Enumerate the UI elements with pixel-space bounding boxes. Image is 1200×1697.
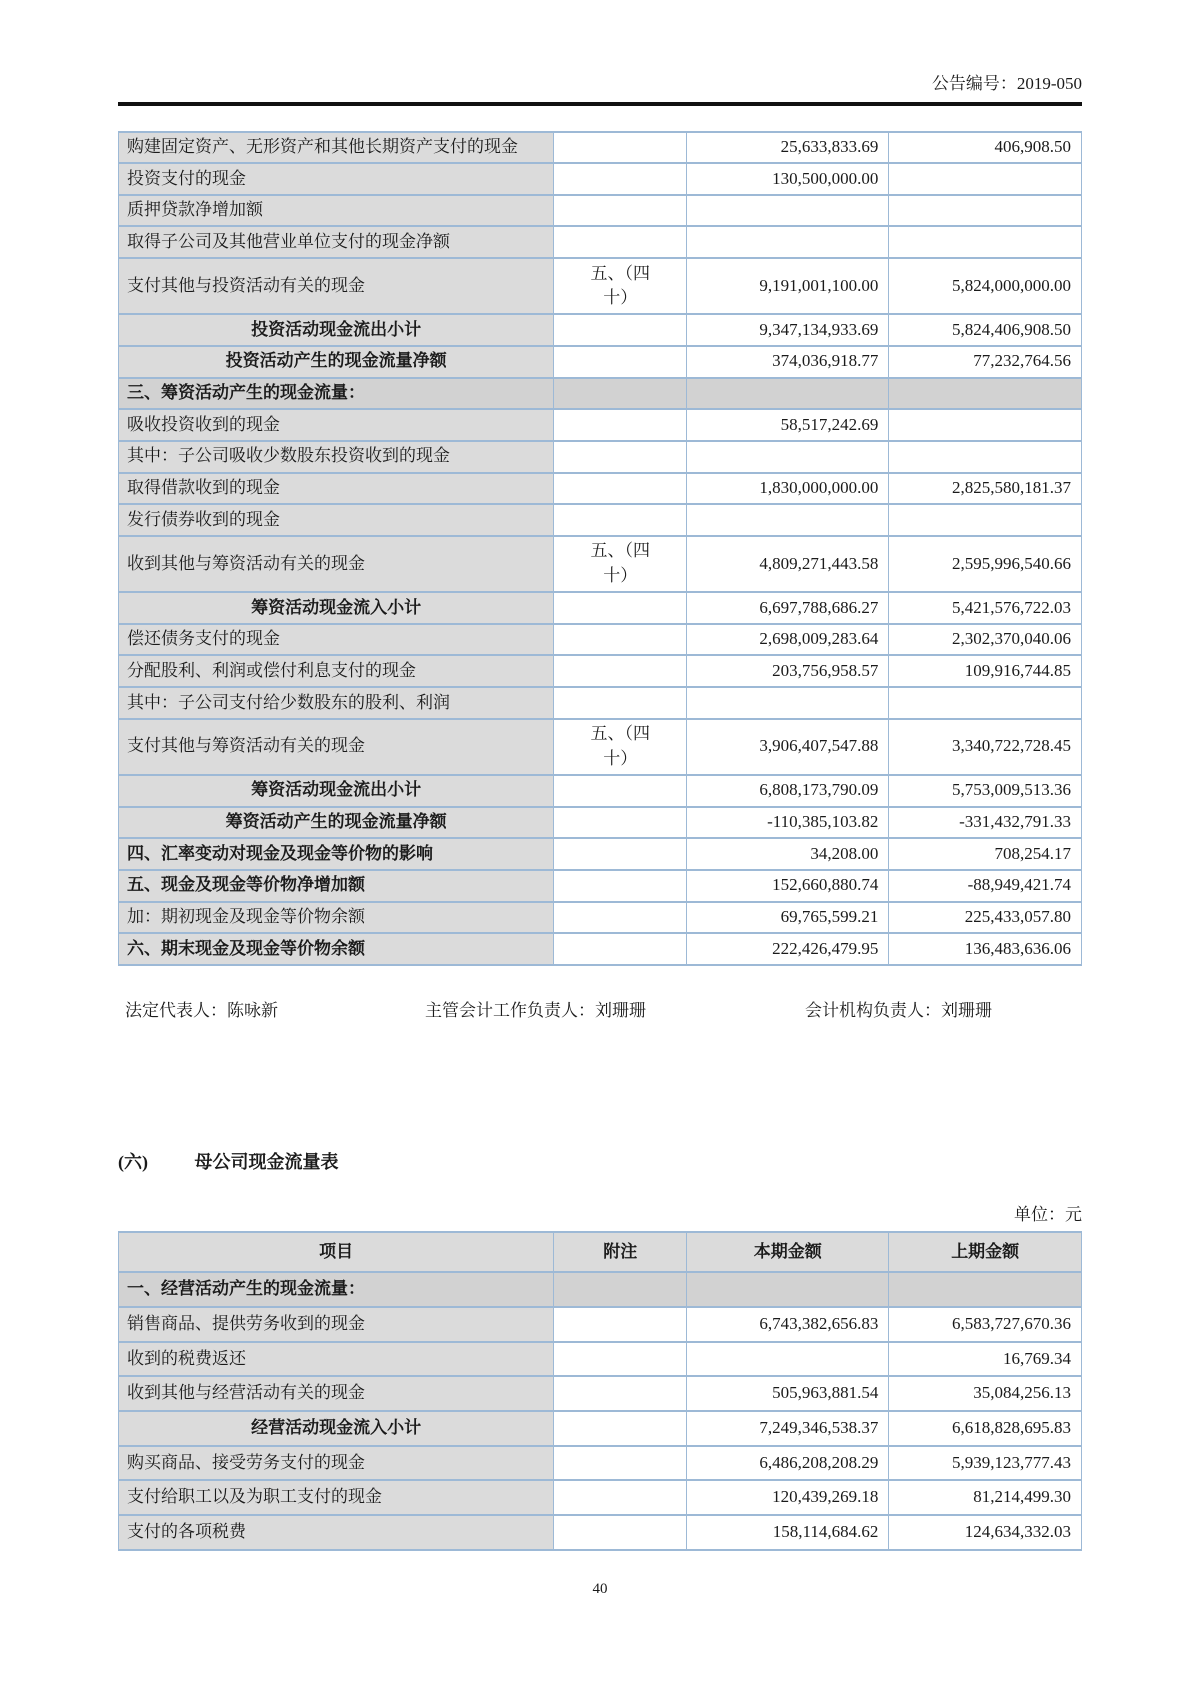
cell-prior xyxy=(889,687,1082,719)
cell-note xyxy=(554,504,687,536)
table-row xyxy=(119,902,1082,934)
section-index: (六) xyxy=(118,1151,148,1172)
table-row xyxy=(119,132,1082,164)
cell-label: 分配股利、利润或偿付利息支付的现金 xyxy=(119,655,554,687)
cell-prior: 81,214,499.30 xyxy=(889,1480,1082,1515)
table-row xyxy=(119,226,1082,258)
cell-prior: 2,302,370,040.06 xyxy=(889,624,1082,656)
table-row xyxy=(119,1342,1082,1377)
cell-label: 收到其他与经营活动有关的现金 xyxy=(119,1376,554,1411)
cell-note xyxy=(554,719,687,775)
cell-label: 取得子公司及其他营业单位支付的现金净额 xyxy=(119,226,554,258)
cell-current: 3,906,407,547.88 xyxy=(687,719,889,775)
cell-current: 120,439,269.18 xyxy=(687,1480,889,1515)
note-text: 五、（四十） xyxy=(590,263,650,308)
cell-prior xyxy=(889,195,1082,227)
cell-label: 取得借款收到的现金 xyxy=(119,473,554,505)
cell-current: 69,765,599.21 xyxy=(687,902,889,934)
table-row xyxy=(119,933,1082,965)
cell-label: 筹资活动现金流入小计 xyxy=(119,592,554,624)
table-row xyxy=(119,838,1082,870)
cell-current: 6,808,173,790.09 xyxy=(687,775,889,807)
cell-prior: 2,595,996,540.66 xyxy=(889,536,1082,592)
cell-prior xyxy=(889,163,1082,195)
cell-current xyxy=(687,378,889,410)
cell-prior: 109,916,744.85 xyxy=(889,655,1082,687)
cell-note xyxy=(554,902,687,934)
header-note: 附注 xyxy=(554,1232,687,1273)
cell-prior: 708,254.17 xyxy=(889,838,1082,870)
cell-note xyxy=(554,1515,687,1550)
cell-current: 4,809,271,443.58 xyxy=(687,536,889,592)
cell-label: 五、现金及现金等价物净增加额 xyxy=(119,870,554,902)
cell-current xyxy=(687,504,889,536)
cell-label: 筹资活动现金流出小计 xyxy=(119,775,554,807)
cell-note xyxy=(554,195,687,227)
cell-prior: 124,634,332.03 xyxy=(889,1515,1082,1550)
cell-current: 34,208.00 xyxy=(687,838,889,870)
cell-label: 一、经营活动产生的现金流量： xyxy=(119,1272,554,1307)
cell-label: 收到的税费返还 xyxy=(119,1342,554,1377)
table-row xyxy=(119,719,1082,775)
table-row xyxy=(119,473,1082,505)
cell-current xyxy=(687,195,889,227)
cell-prior xyxy=(889,409,1082,441)
cell-note xyxy=(554,1307,687,1342)
cell-prior: 5,939,123,777.43 xyxy=(889,1446,1082,1481)
cell-label: 偿还债务支付的现金 xyxy=(119,624,554,656)
cell-note xyxy=(554,933,687,965)
cell-label: 投资活动现金流出小计 xyxy=(119,314,554,346)
cell-label: 投资活动产生的现金流量净额 xyxy=(119,346,554,378)
cell-note xyxy=(554,624,687,656)
cell-prior: 406,908.50 xyxy=(889,132,1082,164)
table-row xyxy=(119,687,1082,719)
cell-label: 支付给职工以及为职工支付的现金 xyxy=(119,1480,554,1515)
table-row xyxy=(119,807,1082,839)
table-row xyxy=(119,870,1082,902)
header-prior-amount: 上期金额 xyxy=(889,1232,1082,1273)
table-row xyxy=(119,1480,1082,1515)
cell-prior: 3,340,722,728.45 xyxy=(889,719,1082,775)
table-row xyxy=(119,1307,1082,1342)
cell-note xyxy=(554,132,687,164)
cell-prior xyxy=(889,226,1082,258)
cell-label: 四、汇率变动对现金及现金等价物的影响 xyxy=(119,838,554,870)
cell-prior xyxy=(889,1272,1082,1307)
parent-company-cashflow-table xyxy=(118,1231,1082,1551)
cell-note xyxy=(554,870,687,902)
header-rule xyxy=(118,102,1082,106)
cell-note xyxy=(554,346,687,378)
cell-label: 支付其他与投资活动有关的现金 xyxy=(119,258,554,314)
cell-prior: 5,421,576,722.03 xyxy=(889,592,1082,624)
table-row xyxy=(119,409,1082,441)
cell-prior: 16,769.34 xyxy=(889,1342,1082,1377)
table-row xyxy=(119,378,1082,410)
cell-note xyxy=(554,1342,687,1377)
cell-label: 发行债券收到的现金 xyxy=(119,504,554,536)
cell-current: 6,743,382,656.83 xyxy=(687,1307,889,1342)
cell-current: 505,963,881.54 xyxy=(687,1376,889,1411)
cell-note xyxy=(554,536,687,592)
cell-note xyxy=(554,409,687,441)
cell-prior: 35,084,256.13 xyxy=(889,1376,1082,1411)
page-number: 40 xyxy=(592,1580,608,1597)
cell-label: 其中：子公司支付给少数股东的股利、利润 xyxy=(119,687,554,719)
cell-note xyxy=(554,258,687,314)
cell-label: 六、期末现金及现金等价物余额 xyxy=(119,933,554,965)
cell-prior: 5,824,000,000.00 xyxy=(889,258,1082,314)
table-row xyxy=(119,195,1082,227)
cell-note xyxy=(554,838,687,870)
cell-note xyxy=(554,1376,687,1411)
cell-prior: 6,618,828,695.83 xyxy=(889,1411,1082,1446)
table-row xyxy=(119,1411,1082,1446)
cell-current xyxy=(687,687,889,719)
cell-prior: 5,753,009,513.36 xyxy=(889,775,1082,807)
table-row xyxy=(119,775,1082,807)
cell-note xyxy=(554,378,687,410)
cell-note xyxy=(554,807,687,839)
cell-prior: 136,483,636.06 xyxy=(889,933,1082,965)
cell-label: 其中：子公司吸收少数股东投资收到的现金 xyxy=(119,441,554,473)
table-row xyxy=(119,346,1082,378)
table-row xyxy=(119,258,1082,314)
cell-note xyxy=(554,687,687,719)
cell-note xyxy=(554,1411,687,1446)
cell-current: 2,698,009,283.64 xyxy=(687,624,889,656)
header-item: 项目 xyxy=(119,1232,554,1273)
cell-note xyxy=(554,473,687,505)
cell-current xyxy=(687,1342,889,1377)
cell-note xyxy=(554,1272,687,1307)
cell-current: 7,249,346,538.37 xyxy=(687,1411,889,1446)
cell-current: 222,426,479.95 xyxy=(687,933,889,965)
cell-prior: 2,825,580,181.37 xyxy=(889,473,1082,505)
cell-prior: -331,432,791.33 xyxy=(889,807,1082,839)
cell-current: 6,697,788,686.27 xyxy=(687,592,889,624)
cell-current: -110,385,103.82 xyxy=(687,807,889,839)
cell-note xyxy=(554,1480,687,1515)
cell-label: 吸收投资收到的现金 xyxy=(119,409,554,441)
cell-current xyxy=(687,1272,889,1307)
cell-current: 9,191,001,100.00 xyxy=(687,258,889,314)
table-row xyxy=(119,1376,1082,1411)
cell-label: 支付其他与筹资活动有关的现金 xyxy=(119,719,554,775)
signature-line xyxy=(118,996,1082,1022)
chief-accountant: 主管会计工作负责人：刘珊珊 xyxy=(425,1000,646,1020)
cell-prior: 77,232,764.56 xyxy=(889,346,1082,378)
cell-label: 投资支付的现金 xyxy=(119,163,554,195)
cell-current: 203,756,958.57 xyxy=(687,655,889,687)
table-row xyxy=(119,163,1082,195)
cell-label: 购买商品、接受劳务支付的现金 xyxy=(119,1446,554,1481)
table-row xyxy=(119,314,1082,346)
cell-label: 购建固定资产、无形资产和其他长期资产支付的现金 xyxy=(119,132,554,164)
cell-prior: 6,583,727,670.36 xyxy=(889,1307,1082,1342)
cell-note xyxy=(554,655,687,687)
cell-note xyxy=(554,441,687,473)
table-row xyxy=(119,1515,1082,1550)
cell-prior: -88,949,421.74 xyxy=(889,870,1082,902)
table-row xyxy=(119,655,1082,687)
cell-prior xyxy=(889,441,1082,473)
consolidated-cashflow-table-continued xyxy=(118,131,1082,966)
cell-label: 收到其他与筹资活动有关的现金 xyxy=(119,536,554,592)
cell-current: 130,500,000.00 xyxy=(687,163,889,195)
table-row xyxy=(119,1446,1082,1481)
cell-current xyxy=(687,226,889,258)
section-name: 母公司现金流量表 xyxy=(194,1151,339,1172)
cell-note xyxy=(554,592,687,624)
cell-note xyxy=(554,314,687,346)
cell-note xyxy=(554,226,687,258)
accounting-dept-head: 会计机构负责人：刘珊珊 xyxy=(805,1000,992,1020)
cell-prior: 225,433,057.80 xyxy=(889,902,1082,934)
table-row xyxy=(119,536,1082,592)
cell-label: 支付的各项税费 xyxy=(119,1515,554,1550)
cell-current: 158,114,684.62 xyxy=(687,1515,889,1550)
cell-prior: 5,824,406,908.50 xyxy=(889,314,1082,346)
note-text: 五、（四十） xyxy=(590,541,650,585)
cell-note xyxy=(554,775,687,807)
table-header-row xyxy=(119,1232,1082,1273)
legal-representative: 法定代表人：陈咏新 xyxy=(125,1000,278,1020)
cell-label: 筹资活动产生的现金流量净额 xyxy=(119,807,554,839)
cell-note xyxy=(554,163,687,195)
announcement-number: 公告编号：2019-050 xyxy=(931,74,1082,93)
cell-current: 374,036,918.77 xyxy=(687,346,889,378)
cell-current: 9,347,134,933.69 xyxy=(687,314,889,346)
table-row xyxy=(119,624,1082,656)
cell-prior xyxy=(889,504,1082,536)
cell-label: 加：期初现金及现金等价物余额 xyxy=(119,902,554,934)
cell-current: 25,633,833.69 xyxy=(687,132,889,164)
cell-current: 58,517,242.69 xyxy=(687,409,889,441)
cell-label: 经营活动现金流入小计 xyxy=(119,1411,554,1446)
section-title xyxy=(118,1148,1082,1174)
cell-current xyxy=(687,441,889,473)
unit-label: 单位：元 xyxy=(1014,1204,1082,1224)
cell-current: 6,486,208,208.29 xyxy=(687,1446,889,1481)
table-row xyxy=(119,441,1082,473)
cell-note xyxy=(554,1446,687,1481)
note-text: 五、（四十） xyxy=(590,724,650,768)
cell-label: 销售商品、提供劳务收到的现金 xyxy=(119,1307,554,1342)
cell-prior xyxy=(889,378,1082,410)
table-row xyxy=(119,1272,1082,1307)
header-current-amount: 本期金额 xyxy=(687,1232,889,1273)
cell-label: 三、筹资活动产生的现金流量： xyxy=(119,378,554,410)
table-row xyxy=(119,592,1082,624)
cell-current: 152,660,880.74 xyxy=(687,870,889,902)
cell-label: 质押贷款净增加额 xyxy=(119,195,554,227)
table-row xyxy=(119,504,1082,536)
cell-current: 1,830,000,000.00 xyxy=(687,473,889,505)
